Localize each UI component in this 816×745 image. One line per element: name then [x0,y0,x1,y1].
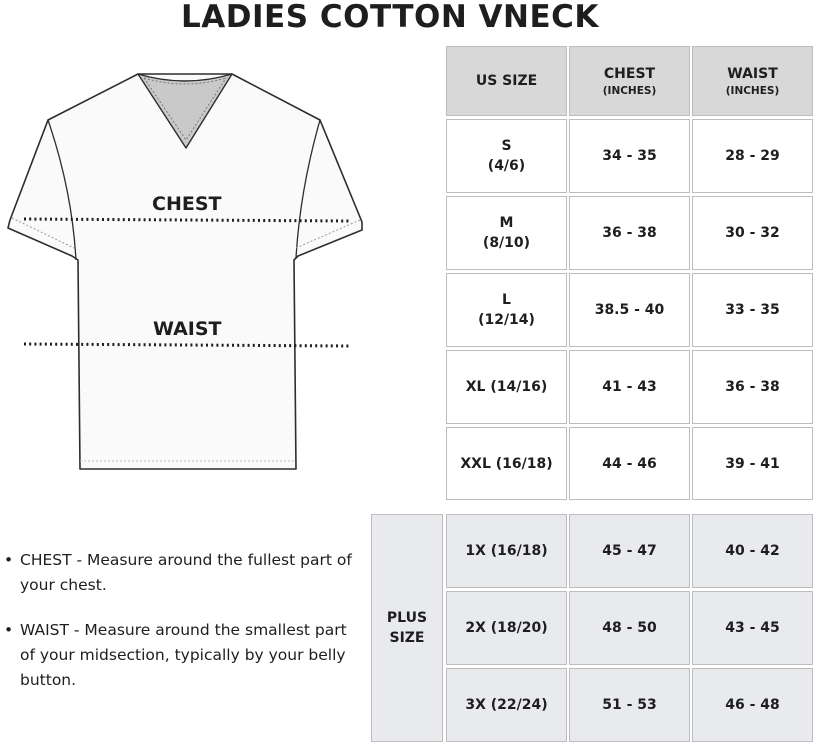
table-row-3x-size: 3X (22/24) [446,668,567,742]
table-row-xxl-size: XXL (16/18) [446,427,567,500]
header-us-size [446,46,567,116]
table-row-3x-waist: 46 - 48 [692,668,813,742]
table-row-2x-waist: 43 - 45 [692,591,813,665]
header-us-size-text: US SIZE [475,73,538,89]
table-row-3x-chest: 51 - 53 [569,668,690,742]
measurement-notes [4,548,364,713]
table-row-m-waist: 30 - 32 [692,196,813,270]
plus-size-label [371,514,443,742]
chest-label: CHEST [152,193,222,215]
table-row-xl-chest: 41 - 43 [569,350,690,424]
table-row-l-size [446,273,567,347]
table-row-s-size [446,119,567,193]
size-numeric: (8/10) [482,235,531,251]
table-row-2x-chest: 48 - 50 [569,591,690,665]
page-title: LADIES COTTON VNECK [181,0,599,35]
size-numeric: (12/14) [478,312,535,328]
table-row-xxl-chest: 44 - 46 [569,427,690,500]
waist-label: WAIST [153,318,222,340]
size-letter: L [502,292,511,308]
header-waist-unit: (INCHES) [725,85,780,97]
table-row-s-chest: 34 - 35 [569,119,690,193]
plus-label-line2: SIZE [389,630,425,646]
table-row-s-waist: 28 - 29 [692,119,813,193]
size-letter: S [501,138,512,154]
size-numeric: (4/6) [487,158,526,174]
plus-label-line1: PLUS [386,610,428,626]
waist-measure-line [24,344,350,346]
table-row-1x-waist: 40 - 42 [692,514,813,588]
table-row-xxl-waist: 39 - 41 [692,427,813,500]
table-row-m-size [446,196,567,270]
header-waist [692,46,813,116]
size-letter: M [499,215,514,231]
header-chest-unit: (INCHES) [602,85,657,97]
table-row-xl-size: XL (14/16) [446,350,567,424]
table-row-1x-size: 1X (16/18) [446,514,567,588]
table-row-1x-chest: 45 - 47 [569,514,690,588]
header-chest-text: CHEST [603,66,656,82]
tshirt-illustration [0,60,380,480]
table-row-2x-size: 2X (18/20) [446,591,567,665]
table-row-l-waist: 33 - 35 [692,273,813,347]
table-row-l-chest: 38.5 - 40 [569,273,690,347]
table-row-xl-waist: 36 - 38 [692,350,813,424]
header-chest [569,46,690,116]
note-chest: • CHEST - Measure around the fullest part of your chest. [4,548,364,598]
note-waist: • WAIST - Measure around the smallest part of your midsection, typically by your belly button. [4,618,364,693]
table-row-m-chest: 36 - 38 [569,196,690,270]
shirt-diagram [0,60,380,480]
header-waist-text: WAIST [727,66,778,82]
